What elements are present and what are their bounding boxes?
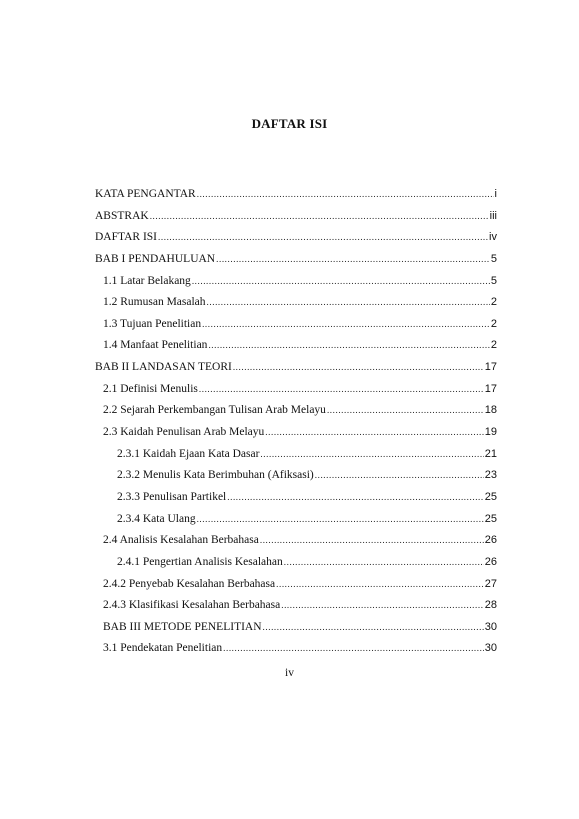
toc-entry-page: 2 [490, 296, 497, 309]
toc-entry [95, 513, 497, 535]
toc-entry-label: 2.1 Definisi Menulis [103, 382, 198, 395]
toc-entry-label: BAB I PENDAHULUAN [95, 252, 216, 265]
toc-entry [95, 448, 497, 470]
toc-entry-page: 27 [484, 577, 497, 590]
toc-entry-label: 1.1 Latar Belakang [103, 274, 191, 287]
toc-entry-label: 2.2 Sejarah Perkembangan Tulisan Arab Melayu [103, 404, 326, 417]
toc-entry-page: 17 [484, 382, 497, 395]
toc-entry-page: 18 [484, 404, 497, 417]
toc-entry-label: KATA PENGANTAR [95, 188, 196, 200]
toc-leader-dots [199, 384, 484, 394]
toc-entry-page: iv [489, 231, 497, 244]
toc-entry [95, 188, 497, 210]
toc-leader-dots [192, 276, 490, 286]
toc-entry-label: 1.4 Manfaat Penelitian [103, 339, 208, 352]
page-number: iv [285, 667, 294, 679]
toc-entry-page: 5 [490, 252, 497, 265]
toc-entry [95, 318, 497, 340]
toc-leader-dots [260, 535, 484, 545]
toc-entry-page: 19 [484, 426, 497, 439]
toc-leader-dots [208, 340, 489, 350]
toc-leader-dots [260, 449, 483, 459]
toc-entry-label: 1.2 Rumusan Masalah [103, 296, 206, 309]
toc-entry-label: DAFTAR ISI [95, 231, 158, 244]
toc-entry [95, 361, 497, 383]
toc-leader-dots [227, 492, 484, 502]
toc-entry [95, 339, 497, 361]
toc-leader-dots [223, 643, 484, 653]
toc-entry [95, 231, 497, 253]
toc-entry [95, 534, 497, 556]
toc-leader-dots [197, 189, 494, 199]
toc-entry [95, 642, 497, 664]
toc-entry-label: 2.3.1 Kaidah Ejaan Kata Dasar [117, 447, 260, 460]
toc-entry-label: 3.1 Pendekatan Penelitian [103, 642, 223, 655]
toc-entry-page: 5 [490, 274, 497, 287]
toc-entry-page: 26 [484, 555, 497, 568]
toc-entry [95, 296, 497, 318]
toc-entry-label: 2.3.3 Penulisan Partikel [117, 490, 227, 503]
toc-leader-dots [265, 427, 483, 437]
toc-entry-page: 23 [484, 469, 497, 482]
toc-leader-dots [207, 297, 490, 307]
toc-entry-label: 2.3.4 Kata Ulang [117, 512, 196, 525]
toc-entry-page: 25 [484, 490, 497, 503]
toc-entry [95, 556, 497, 578]
toc-leader-dots [233, 362, 484, 372]
toc-entry-page: 28 [484, 599, 497, 612]
toc-entry-label: 2.4 Analisis Kesalahan Berbahasa [103, 534, 259, 547]
toc-entry-page: 2 [490, 317, 497, 330]
toc-leader-dots [216, 254, 490, 264]
toc-entry-label: 2.4.2 Penyebab Kesalahan Berbahasa [103, 577, 276, 590]
toc-leader-dots [197, 514, 484, 524]
toc-entry [95, 426, 497, 448]
toc-entry-page: 21 [484, 447, 497, 460]
toc-entry-label: 2.4.3 Klasifikasi Kesalahan Berbahasa [103, 599, 281, 612]
toc-leader-dots [315, 470, 484, 480]
toc-entry [95, 404, 497, 426]
toc-entry-label: BAB II LANDASAN TEORI [95, 361, 232, 374]
toc-entry-page: 2 [490, 339, 497, 352]
toc-entry-label: 2.3 Kaidah Penulisan Arab Melayu [103, 426, 265, 439]
toc-entry-page: iii [489, 209, 497, 222]
toc-entry [95, 469, 497, 491]
toc-entry-label: 2.3.2 Menulis Kata Berimbuhan (Afiksasi) [117, 469, 314, 482]
toc-leader-dots [284, 557, 484, 567]
toc-entry [95, 275, 497, 297]
toc-entry [95, 599, 497, 621]
toc-entry [95, 621, 497, 643]
toc-entry-page: i [494, 188, 497, 200]
toc-entry-label: 2.4.1 Pengertian Analisis Kesalahan [117, 555, 283, 568]
toc-leader-dots [276, 579, 484, 589]
toc-entry-page: 26 [484, 534, 497, 547]
toc-leader-dots [263, 622, 484, 632]
toc-entry-page: 30 [484, 620, 497, 633]
toc-entry-label: ABSTRAK [95, 209, 149, 222]
toc-entry-page: 17 [484, 361, 497, 374]
toc-leader-dots [281, 600, 484, 610]
page-title: DAFTAR ISI [251, 116, 328, 131]
toc-leader-dots [158, 232, 488, 242]
toc-entry [95, 491, 497, 513]
toc-entry [95, 253, 497, 275]
toc-entry-page: 25 [484, 512, 497, 525]
toc-entry [95, 578, 497, 600]
toc-leader-dots [150, 211, 489, 221]
toc-leader-dots [202, 319, 490, 329]
toc-entry [95, 210, 497, 232]
toc-entry-page: 30 [484, 642, 497, 655]
toc-entry-label: BAB III METODE PENELITIAN [103, 620, 262, 633]
toc-entry-label: 1.3 Tujuan Penelitian [103, 317, 202, 330]
toc-entry [95, 383, 497, 405]
toc-leader-dots [327, 405, 484, 415]
table-of-contents [95, 188, 497, 664]
